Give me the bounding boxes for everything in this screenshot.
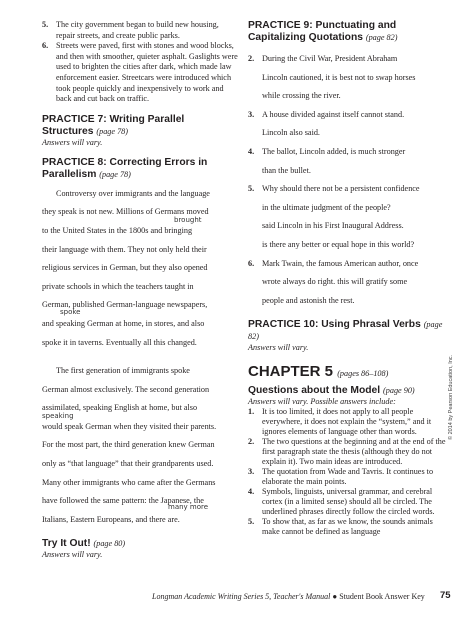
- passage-line: For the most part, the third generation knew German: [42, 440, 215, 450]
- item-line: During the Civil War, President Abraham: [262, 54, 398, 63]
- list-item: [248, 437, 448, 467]
- practice-8-title: PRACTICE 8: Correcting Errors in Parallelism: [42, 156, 208, 180]
- item-number: 4.: [248, 487, 255, 497]
- list-item: [42, 20, 238, 41]
- passage-line: would speak German when they visited their parents.: [42, 421, 217, 431]
- passage-line: German, published German-language newspapers,: [42, 300, 208, 310]
- item-line: Lincoln also said.: [262, 128, 320, 138]
- footer-bullet-icon: ●: [332, 592, 338, 601]
- item-line: Why should there not be a persistent confidence: [262, 184, 420, 194]
- item-number: 4.: [248, 146, 255, 156]
- copyright-notice: © 2014 by Pearson Education, Inc.: [448, 354, 454, 440]
- item-line: The ballot, Lincoln added, is much stronger: [262, 146, 406, 156]
- passage-line: only as “that language” that their grandparents used.: [42, 459, 214, 469]
- item-number: 2.: [248, 437, 255, 447]
- item-line: people and astonish the rest.: [262, 295, 355, 305]
- practice-10-title: PRACTICE 10: Using Phrasal Verbs: [248, 319, 421, 331]
- try-it-out-page: (page 80): [93, 539, 126, 549]
- passage-line: have followed the same pattern: the Japanese, the: [42, 496, 204, 506]
- questions-model-heading: [248, 385, 448, 397]
- handwritten-correction: many more: [168, 502, 209, 511]
- questions-model-note: Answers will vary. Possible answers include:: [248, 397, 396, 407]
- try-it-out-title: Try It Out!: [42, 538, 91, 550]
- item-number: 5.: [248, 517, 255, 527]
- item-text: The quotation from Wade and Tavris. It continues to elaborate the main points.: [262, 467, 434, 487]
- list-item: [248, 467, 448, 487]
- item-text: The city government began to build new housing, repair streets, and create public parks.: [56, 20, 219, 40]
- list-item: [248, 143, 448, 180]
- item-number: 3.: [248, 109, 255, 119]
- handwritten-correction: spoke: [60, 307, 81, 316]
- practice-8-passage: [42, 185, 238, 530]
- item-line: said Lincoln in his First Inaugural Address.: [262, 221, 404, 231]
- chapter-title: CHAPTER 5: [248, 363, 334, 381]
- item-line: A house divided against itself cannot stand.: [262, 109, 405, 119]
- passage-line: religious services in German, but they also opened: [42, 263, 208, 273]
- practice-10-page: (page 82): [248, 320, 443, 342]
- list-item: [42, 41, 238, 105]
- footer-key: Student Book Answer Key: [339, 592, 425, 601]
- item-number: 3.: [248, 467, 255, 477]
- list-item: [248, 106, 448, 143]
- item-line: than the bullet.: [262, 165, 311, 175]
- passage-line: spoke it in taverns. Eventually all this changed.: [42, 337, 197, 347]
- item-text: The two questions at the beginning and at the end of the first paragraph state the thesis (although they do not explain it). Two main ideas are introduced.: [262, 437, 446, 467]
- right-column: [248, 20, 448, 537]
- list-item: [248, 407, 448, 437]
- item-line: while crossing the river.: [262, 91, 341, 101]
- try-it-out-heading: [42, 538, 238, 550]
- practice-7-page: (page 78): [96, 126, 128, 136]
- try-it-out-note: Answers will vary.: [42, 550, 103, 560]
- left-column: [42, 20, 238, 560]
- item-number: 5.: [248, 184, 255, 194]
- practice-7-title: PRACTICE 7: Writing Parallel Structures: [42, 113, 185, 137]
- item-line: is there any better or equal hope in this world?: [262, 239, 415, 249]
- item-number: 1.: [248, 407, 255, 417]
- item-line: Mark Twain, the famous American author, once: [262, 258, 419, 268]
- chapter-heading: [248, 363, 448, 380]
- list-item: [248, 517, 448, 537]
- item-line: in the ultimate judgment of the people?: [262, 202, 391, 212]
- item-text: To show that, as far as we know, the sounds animals make cannot be defined as language: [262, 517, 433, 537]
- list-item: [248, 180, 448, 254]
- questions-model-page: (page 90): [383, 386, 415, 396]
- passage-line: private schools in which the teachers taught in: [42, 281, 194, 291]
- item-number: 2.: [248, 54, 255, 63]
- list-item: [248, 50, 448, 106]
- passage-line: to the United States in the 1800s and bringing: [42, 225, 193, 235]
- practice-7-note: Answers will vary.: [42, 137, 103, 147]
- questions-model-title: Questions about the Model: [248, 385, 381, 397]
- practice-10-heading: [248, 319, 448, 343]
- handwritten-correction: speaking: [42, 411, 74, 420]
- chapter-pages: (pages 86–108): [337, 369, 389, 379]
- item-text: Streets were paved, first with stones and wood blocks, and then with smoother, quieter asphalt. Gaslights were used to brighten the cities after dark, which made law enforcement easier. Streetcars were introduced which took people quickly and inexpensively to work and back and cut back on traffic.: [56, 41, 238, 104]
- questions-model-list: [248, 407, 448, 537]
- handwritten-correction: brought: [174, 215, 202, 224]
- item-number: 5.: [42, 20, 49, 29]
- item-text: Symbols, linguists, universal grammar, and cerebral cortex (in a limited sense) should all be circled. The underlined phrases directly follow the circled words.: [262, 487, 435, 517]
- passage-line: Many other immigrants who came after the Germans: [42, 477, 216, 487]
- passage-line: their language with them. They not only held their: [42, 244, 207, 254]
- passage-line: they speak is not new. Millions of Germans moved: [42, 207, 209, 217]
- practice-9-title: PRACTICE 9: Punctuating and Capitalizing Quotations: [248, 20, 397, 43]
- item-line: Lincoln cautioned, it is best not to swap horses: [262, 72, 416, 82]
- list-item: [248, 255, 448, 311]
- item-number: 6.: [42, 41, 49, 51]
- passage-line: Italians, Eastern Europeans, and there are.: [42, 514, 180, 524]
- item-text: It is too limited, it does not apply to all people everywhere, it does not explain the “system,” and it ignores elements of language other than words.: [262, 407, 432, 437]
- page-footer: [152, 592, 425, 601]
- passage-line: and speaking German at home, in stores, and also: [42, 318, 205, 328]
- page-number: 75: [440, 590, 451, 601]
- practice-9-heading: [248, 20, 448, 44]
- passage-line: The first generation of immigrants spoke: [56, 366, 190, 376]
- practice-10-note: Answers will vary.: [248, 343, 309, 353]
- practice-9-page: (page 82): [365, 33, 398, 42]
- passage-line: German almost exclusively. The second generation: [42, 384, 210, 394]
- list-item: [248, 487, 448, 517]
- practice-7-heading: [42, 114, 238, 138]
- item-line: wrote always do right. this will gratify some: [262, 277, 408, 287]
- item-number: 6.: [248, 258, 255, 268]
- practice-8-page: (page 78): [99, 169, 131, 179]
- footer-series: Longman Academic Writing Series 5, Teacher's Manual: [152, 592, 331, 601]
- passage-line: Controversy over immigrants and the language: [56, 188, 210, 198]
- practice-9-list: [248, 50, 448, 310]
- passage-line: assimilated, speaking English at home, but also: [42, 403, 198, 413]
- practice-8-heading: [42, 157, 238, 181]
